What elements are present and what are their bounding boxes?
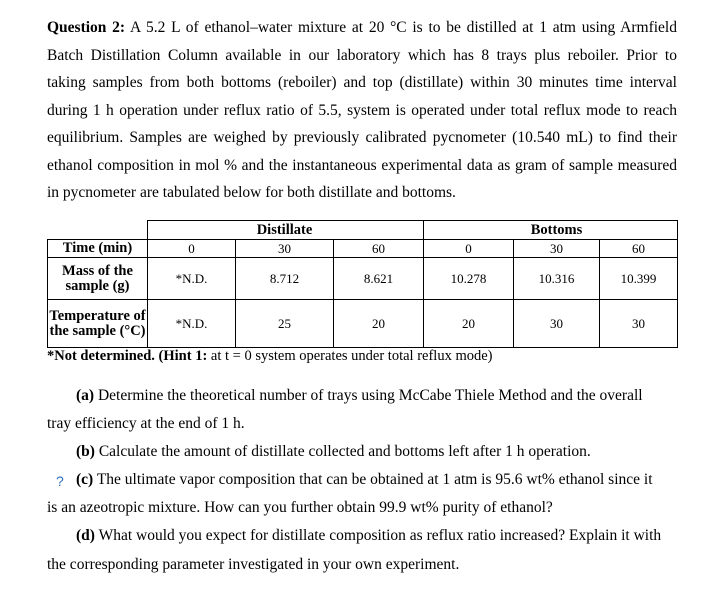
table-cell: 0: [148, 240, 236, 258]
intro-line-3: taking samples from both bottoms (reboiler) and top (distillate) within 30 minutes time interval: [47, 74, 677, 91]
table-cell: 60: [334, 240, 424, 258]
table-cell: 8.712: [236, 258, 334, 300]
hint-text: at t = 0 system operates under total reflux mode): [210, 348, 493, 364]
part-d: (d) What would you expect for distillate composition as reflux ratio increased? Explain it with: [76, 527, 662, 544]
bottoms-header: Bottoms: [514, 221, 600, 240]
part-a-continued: tray efficiency at the end of 1 h.: [47, 415, 245, 432]
intro-line-5: equilibrium. Samples are weighed by previously calibrated pycnometer (10.540 mL) to find their: [47, 129, 677, 146]
table-header-row: [48, 221, 678, 240]
intro-line-4: during 1 h operation under reflux ratio of 5.5, system is operated under total reflux mode to reach: [47, 101, 677, 119]
row-label-mass: Mass of the sample (g): [48, 258, 148, 300]
question-intro: [47, 14, 677, 207]
part-a: (a) Determine the theoretical number of trays using McCabe Thiele Method and the overall: [76, 387, 643, 404]
table-cell: 30: [514, 300, 600, 348]
question-mark-icon[interactable]: ?: [56, 473, 64, 489]
question-label: Question 2:: [47, 19, 126, 36]
footnote: *Not determined. (Hint 1: at t = 0 system operates under total reflux mode): [47, 348, 493, 364]
part-c-continued: is an azeotropic mixture. How can you further obtain 99.9 wt% purity of ethanol?: [47, 499, 553, 516]
table-row: [48, 240, 678, 258]
table-row: [48, 300, 678, 348]
table-cell: *N.D.: [148, 258, 236, 300]
hint-label: (Hint 1:: [158, 348, 208, 364]
table-cell: 25: [236, 300, 334, 348]
part-d-continued: the corresponding parameter investigated in your own experiment.: [47, 556, 460, 573]
row-label-temperature: Temperature of the sample (°C): [48, 300, 148, 348]
intro-line-1: Question 2: A 5.2 L of ethanol–water mixture at 20 °C is to be distilled at 1 atm using Armfield: [47, 19, 677, 36]
part-b: (b) Calculate the amount of distillate collected and bottoms left after 1 h operation.: [76, 443, 591, 460]
intro-line-7: in pycnometer are tabulated below for both distillate and bottoms.: [47, 184, 456, 201]
table-cell: 20: [334, 300, 424, 348]
empty-corner-cell: [48, 221, 148, 240]
table-cell: 20: [424, 300, 514, 348]
data-table: [47, 220, 678, 348]
table-cell: 30: [236, 240, 334, 258]
table-cell: 0: [424, 240, 514, 258]
table-cell: 30: [514, 240, 600, 258]
table-cell: 10.399: [600, 258, 678, 300]
table-cell: *N.D.: [148, 300, 236, 348]
distillate-header: Distillate: [236, 221, 334, 240]
intro-line-2: Batch Distillation Column available in our laboratory which has 8 trays plus reboiler. Prior to: [47, 46, 677, 64]
table-row: [48, 258, 678, 300]
table-cell: 60: [600, 240, 678, 258]
part-c: (c) The ultimate vapor composition that can be obtained at 1 atm is 95.6 wt% ethanol since it: [76, 471, 653, 488]
table-cell: 10.316: [514, 258, 600, 300]
table-cell: 10.278: [424, 258, 514, 300]
intro-line-6: ethanol composition in mol % and the instantaneous experimental data as gram of sample measured: [47, 156, 677, 174]
row-label-time: Time (min): [48, 240, 148, 258]
table-cell: 8.621: [334, 258, 424, 300]
table-cell: 30: [600, 300, 678, 348]
